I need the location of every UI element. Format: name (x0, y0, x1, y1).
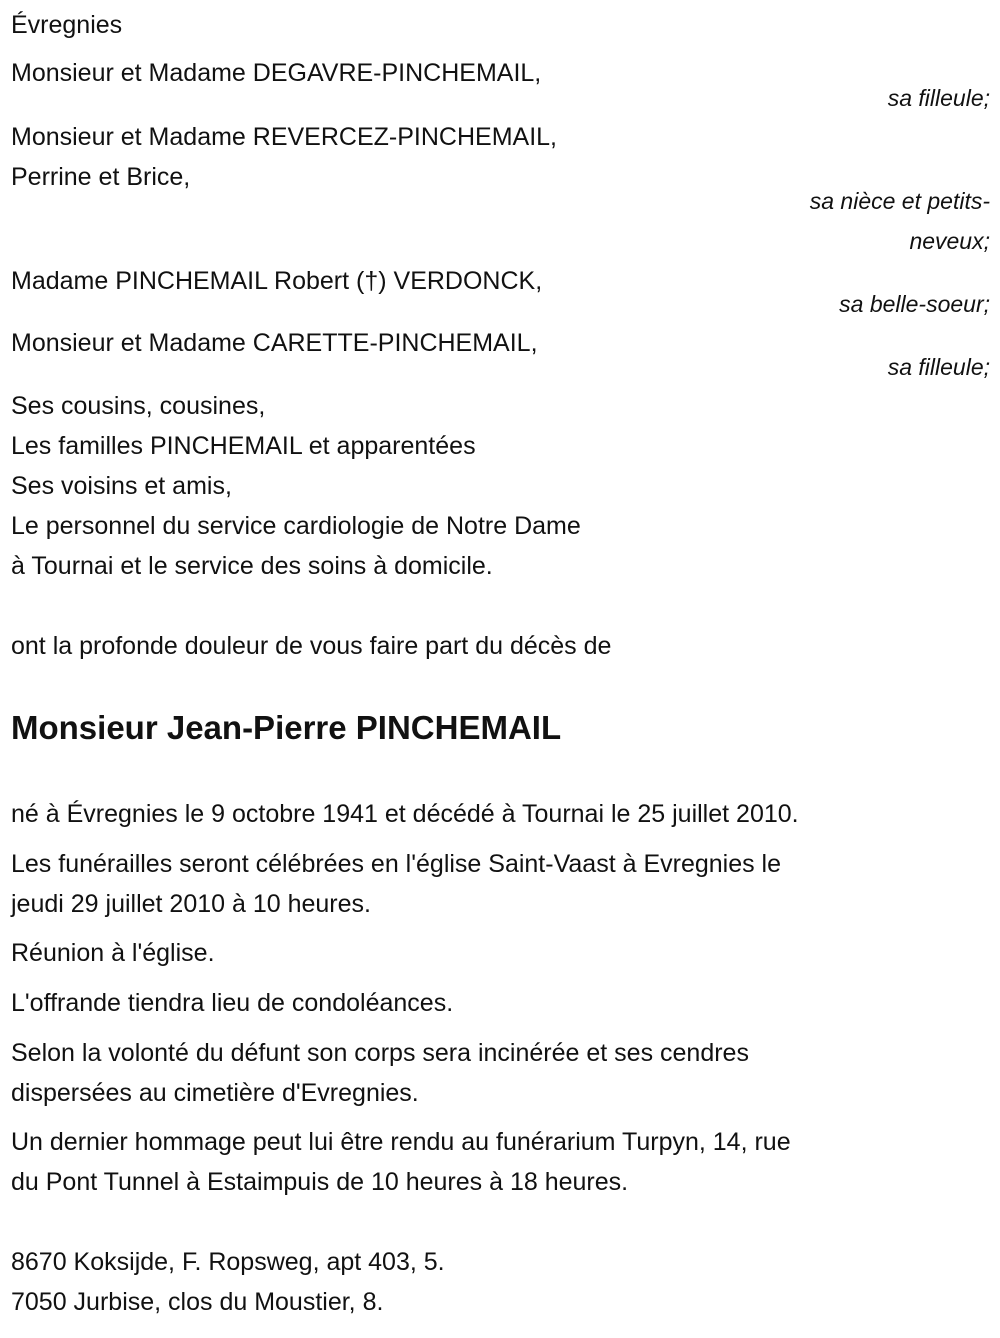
location: Évregnies (11, 11, 123, 39)
detail-line: Les funérailles seront célébrées en l'église Saint-Vaast à Evregnies le (11, 850, 782, 878)
family-relation: sa filleule; (887, 354, 990, 380)
detail-line: dispersées au cimetière d'Evregnies. (11, 1079, 419, 1107)
family-relation: sa filleule; (887, 85, 990, 111)
others-line: Les familles PINCHEMAIL et apparentées (11, 432, 476, 460)
family-relation: sa belle-soeur; (839, 291, 990, 317)
family-relation: neveux; (909, 228, 990, 254)
family-name: Madame PINCHEMAIL Robert (†) VERDONCK, (11, 267, 543, 295)
detail-line: Réunion à l'église. (11, 939, 215, 967)
detail-line: Selon la volonté du défunt son corps sera incinérée et ses cendres (11, 1039, 749, 1067)
family-relation: sa nièce et petits- (809, 188, 990, 214)
others-line: à Tournai et le service des soins à domicile. (11, 552, 493, 580)
family-name: Monsieur et Madame CARETTE-PINCHEMAIL, (11, 329, 538, 357)
family-name: Monsieur et Madame REVERCEZ-PINCHEMAIL, (11, 123, 557, 151)
announcement: ont la profonde douleur de vous faire part du décès de (11, 632, 612, 660)
family-name: Monsieur et Madame DEGAVRE-PINCHEMAIL, (11, 59, 542, 87)
detail-line: Un dernier hommage peut lui être rendu au funérarium Turpyn, 14, rue (11, 1128, 791, 1156)
deceased-name: Monsieur Jean-Pierre PINCHEMAIL (11, 709, 562, 746)
others-line: Ses voisins et amis, (11, 472, 232, 500)
family-name: Perrine et Brice, (11, 163, 191, 191)
others-line: Le personnel du service cardiologie de Notre Dame (11, 512, 581, 540)
detail-line: né à Évregnies le 9 octobre 1941 et décédé à Tournai le 25 juillet 2010. (11, 800, 799, 828)
detail-line: L'offrande tiendra lieu de condoléances. (11, 989, 454, 1017)
detail-line: jeudi 29 juillet 2010 à 10 heures. (11, 890, 371, 918)
address-line: 8670 Koksijde, F. Ropsweg, apt 403, 5. (11, 1248, 445, 1276)
others-line: Ses cousins, cousines, (11, 392, 266, 420)
detail-line: du Pont Tunnel à Estaimpuis de 10 heures à 18 heures. (11, 1168, 629, 1196)
address-line: 7050 Jurbise, clos du Moustier, 8. (11, 1288, 384, 1316)
